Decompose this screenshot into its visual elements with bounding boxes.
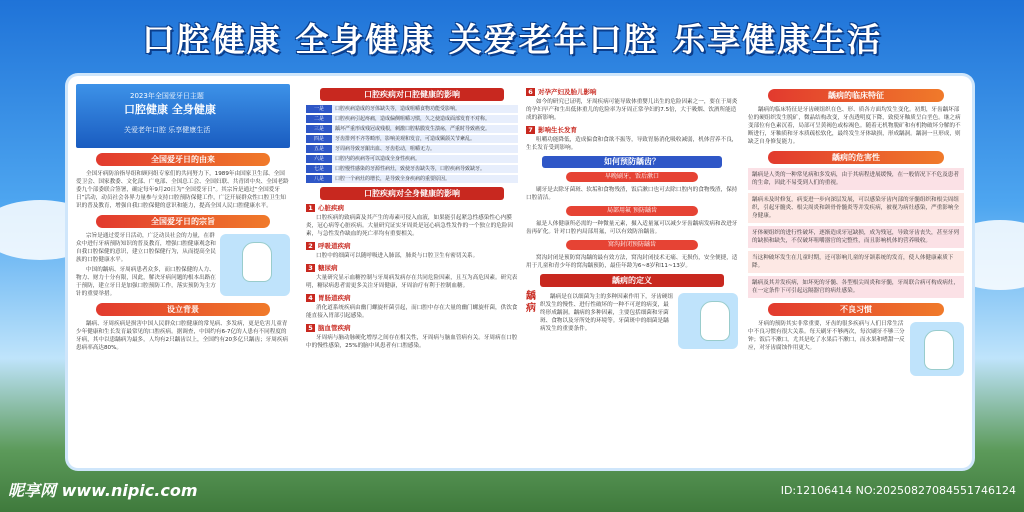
impact-row: [306, 125, 518, 133]
disease-item: [306, 324, 518, 350]
disease-title-text: 糖尿病: [318, 264, 338, 272]
disease-item: [526, 88, 738, 122]
definition-block: [526, 291, 738, 351]
section-text: 全国牙病防治指导组和顾问组专家们的共同努力下，1989年由国家卫生部、全国爱卫会、国家教委、文化部、广电部、全国总工会、全国妇联、共青团中央、全国老龄委九个部委联合签署，确定每年9月20日为“全国爱牙日”。其宗旨是通过“全国爱牙日”活动，动员社会各界力量参与支持口腔预防保健工作，广泛开展群众性口腔卫生知识的普及教育，增强自我口腔保健的意识和能力，提高全国人民口腔健康水平。: [76, 171, 289, 209]
hero-sub: 关爱老年口腔 乐享健康生活: [124, 126, 211, 134]
section-title: 龋病的临床特征: [768, 89, 944, 102]
tooth-icon: [700, 301, 730, 341]
tooth-illustration: [220, 234, 290, 296]
section-text: 牙病的预防其实非常重要，牙齿的很多疾病与人们日常生活中不良习惯有很大关系。每天刷牙不够两次，每次刷牙不够三分钟；饭后不漱口，尤其是吃了水果后不漱口，而水果和嗜甜一反应，对牙齿腐蚀作用更大。: [748, 321, 905, 351]
definition-text: 龋病是在以细菌为主的多种因素作用下，牙齿硬组织发生的慢性、进行性破坏的一种不可逆的病变，最终形成龋洞。龋病的多种因素，主要包括细菌和牙菌斑、食物以及牙所处的环境等。牙菌斑中的细菌是龋病发生的重要条件。: [540, 294, 674, 332]
tooth-illustration: [678, 293, 738, 349]
impact-tag: 七是: [306, 165, 332, 173]
disease-num: 5: [306, 324, 315, 332]
impact-text: 口腔疾病造成的牙体缺失等，造成咀嚼食物功能受影响。: [332, 105, 518, 113]
disease-item: [526, 126, 738, 152]
impact-list-cont: [526, 88, 738, 152]
column-features: [748, 84, 964, 460]
disease-num: 6: [526, 88, 535, 96]
impact-row: [306, 175, 518, 183]
impact-tag: 五是: [306, 145, 332, 153]
disease-item: [306, 204, 518, 238]
page-title: 口腔健康 全身健康 关爱老年口腔 乐享健康生活: [141, 20, 883, 59]
disease-text: 如今的研究已证明，牙周疾病可能导致体重婴儿出生的危险因素之一，要在于周炎的孕妇早产和生出低体重儿的危险率为牙周正常孕妇的7.5倍，大于吸烟、饮酒所能造成的新影响。: [526, 99, 738, 121]
impact-tag: 一是: [306, 105, 332, 113]
watermark-left: 昵享网 www.nipic.com: [8, 481, 198, 500]
disease-title: [306, 264, 518, 272]
disease-item: [306, 242, 518, 260]
prevention-text: 刷牙是去除牙菌斑、软垢和食物残渣，饭后漱口也可去除口腔内的食物残渣，保持口腔清洁。: [526, 187, 738, 201]
harm-list: [748, 168, 964, 298]
disease-item: [306, 294, 518, 320]
disease-num: 1: [306, 204, 315, 212]
section-text: 宗旨是通过爱牙日活动，广泛动员社会的力量，在群众中进行牙病预防知识的普及教育，增强口腔健康观念和自我口腔保健的意识，建立口腔保健行为，从而提高全民族的口腔健康水平。: [76, 233, 216, 263]
harm-box: 当这种破坏发生在儿童时期，还可影响儿童的牙颌系统的发育，使人体健康素质下降。: [748, 251, 964, 273]
disease-title-text: 心脏疾病: [318, 204, 344, 212]
tooth-icon: [242, 242, 272, 282]
impact-tag: 四是: [306, 135, 332, 143]
main-board: [68, 76, 972, 468]
prevention-text: 窝沟封闭是预防窝沟龋的最有效方法，窝沟封闭技术无痛、无损伤，安全便捷，适用于儿童和青少年的窝沟龋预防，最佳年龄为6~8岁和11~13岁。: [526, 255, 738, 269]
impact-text: 口腔一个病灶的增长，是导致全身疾病的重要原因。: [332, 175, 518, 183]
watermark-right: ID:12106414 NO:20250827084551746124: [780, 484, 1016, 497]
disease-title: [526, 126, 738, 134]
impact-text: 口腔慢性感染的牙源性病灶，致使牙齿缺失等，口腔疾病导致缺牙。: [332, 165, 518, 173]
column-impact: [306, 84, 518, 460]
harm-box: 龋病及其并发疾病，如坏死的牙髓、各型根尖周炎和牙髓，牙周联合病可构成病灶，在一定条件下可引起远隔器官的病灶感染。: [748, 276, 964, 298]
disease-text: 咀嚼功能降低，造成偏食和食欲不振等，导致胃肠消化吸收减弱，机体营养不良，生长发育受到影响。: [526, 137, 738, 151]
section-text: 龋病的临床特征是牙齿硬组织在色、形、质各方面均发生变化。初期，牙齿龋坏部位的硬组织发生脱矿，微晶结构改变，牙齿透明度下降，致使牙釉质呈白垩色。继之病变部位有色素沉着，局部可呈黄褐色或棕褐色。随着无机物脱矿和有机物破坏分解的不断进行，牙釉质和牙本质疏松软化，最终发生牙体缺损，形成龋洞。龋洞一旦形成，则缺乏自身修复能力。: [748, 107, 961, 145]
impact-text: 口腔疾病引起疼痛，造成偏侧咀嚼习惯，久之使造成面部发育不对称。: [332, 115, 518, 123]
disease-num: 2: [306, 242, 315, 250]
section-title: 如何预防龋齿？: [542, 156, 722, 168]
impact-text: 牙齿排列不齐等畸形，影响美观和发音，可造成颞颌关节紊乱。: [332, 135, 518, 143]
definition-side-label: 龋病: [526, 291, 536, 314]
section-text: 中国的龋病、牙周病患者众多，而口腔保健的人力、物力、财力十分有限，因此，解决牙病问题的根本出路在于预防，建立牙日是加强口腔预防工作，落实预防为主方针的重要举措。: [76, 267, 216, 297]
disease-title-text: 胃肠道疾病: [318, 294, 351, 302]
disease-text: 大量研究显示血糖控制与牙周病发病存在共同危险因素，且互为高危因素。研究表明，糖尿病患者需更多关注牙周健康，牙周治疗有利于控制血糖。: [306, 275, 518, 289]
impact-row: [306, 165, 518, 173]
hero-main: 口腔健康 全身健康: [124, 103, 216, 116]
prevention-item: 局部用氟 预防龋齿: [566, 206, 698, 216]
prevention-item: 窝沟封闭预防龋齿: [566, 240, 698, 250]
disease-title-text: 脑血管疾病: [318, 324, 351, 332]
impact-row: [306, 155, 518, 163]
disease-num: 7: [526, 126, 535, 134]
impact-list: [306, 105, 518, 183]
column-prevention: [526, 84, 738, 460]
section-title: 口腔疾病对全身健康的影响: [320, 187, 504, 200]
disease-title: [526, 88, 738, 96]
disease-text: 口腔疾病的致病菌及其产生的毒素可侵入血液，如果能引起紧急性感染性心内膜炎，冠心病等心脏疾病。大量研究证实牙周炎是冠心病急性发作的一个独立的危险因素，与急性发作缺血的死亡率均有重要相关。: [306, 215, 513, 237]
harm-box: 龋病是人类的一种常见病和多发病，由于其病程进展缓慢，在一般情况下不危及患者的生命，因此不易受到人们的重视。: [748, 168, 964, 190]
section-title: 龋病的定义: [540, 274, 724, 287]
section-title: 全国爱牙日的由来: [96, 153, 270, 166]
disease-num: 3: [306, 264, 315, 272]
disease-title: [306, 242, 518, 250]
disease-text: 消化道系统疾病由幽门螺旋杆菌引起，而口腔中存在大量的幽门螺旋杆菌，供饮食能直接入胃部引起感染。: [306, 305, 518, 319]
harm-box: 牙体硬组织的进行性破坏，逐渐造成牙冠缺损，成为残冠，导致牙齿丧失，甚至牙列的缺损和缺失，不仅破坏咀嚼器官的完整性，而且影响机体的营养吸收。: [748, 226, 964, 248]
impact-text: 口腔内的疾病等可以造成全身性疾病。: [332, 155, 518, 163]
impact-tag: 二是: [306, 115, 332, 123]
disease-text: 口腔中的细菌可以随呼吸进入肺部，肺炎与口腔卫生有密切关系。: [316, 253, 479, 259]
disease-num: 4: [306, 294, 315, 302]
section-title: 不良习惯: [768, 303, 944, 316]
disease-title-text: 呼吸道疾病: [318, 242, 351, 250]
prevention-text: 氟是人体健康所必需的一种微量元素，摄入适量氟可以减少牙齿龋病发病和改进牙齿再矿化。针对口腔内局部用氟，可以有效防治龋齿。: [526, 221, 738, 235]
section-title: 口腔疾病对口腔健康的影响: [320, 88, 504, 101]
section-title: 设立背景: [96, 303, 270, 316]
impact-row: [306, 105, 518, 113]
hero-banner: [76, 84, 290, 148]
harm-box: 龋病未及时修复，病变进一步向深层发展，可以感染牙齿内部的牙髓组织和根尖周组织，引起牙髓炎、根尖周炎和颌骨骨髓炎等并发疾病，被视为病灶感染，严重影响全身健康。: [748, 193, 964, 223]
hero-year: 2023年全国爱牙日主题: [130, 92, 204, 100]
impact-row: [306, 135, 518, 143]
disease-text: 牙周病与脑动脉硬化增厚之间存在相关性，牙周病与脑血管病有关。牙周病在口腔中的慢性感染，25%的脑中风患者有口腔感染。: [306, 335, 518, 349]
impact-tag: 三是: [306, 125, 332, 133]
disease-title: [306, 204, 518, 212]
body-impact-list: [306, 204, 518, 350]
disease-title: [306, 294, 518, 302]
disease-item: [306, 264, 518, 290]
prevention-item: 早晚刷牙，饭后漱口: [566, 172, 698, 182]
section-title: 全国爱牙日的宗旨: [96, 215, 270, 228]
impact-row: [306, 145, 518, 153]
impact-tag: 八是: [306, 175, 332, 183]
disease-title-text: 对孕产妇及胎儿影响: [538, 88, 597, 96]
section-title: 龋病的危害性: [768, 151, 944, 164]
column-origin: [76, 84, 290, 460]
disease-title-text: 影响生长发育: [538, 126, 577, 134]
disease-title: [306, 324, 518, 332]
impact-tag: 六是: [306, 155, 332, 163]
impact-row: [306, 115, 518, 123]
impact-text: 龋坏严重形成残冠或残根，刺激口腔粘膜发生溃疡，严重时导致癌变。: [332, 125, 518, 133]
tooth-illustration: [910, 322, 964, 376]
tooth-icon: [924, 330, 954, 370]
section-text: 龋病、牙周疾病是损害中国人民群众口腔健康的常见病、多发病，更是危害儿童青少年健康和生长发育最常见的口腔疾病。据调查，中国约有6-7亿的人患有不同程度的牙病，其中以患龋病为最多，人均有2只龋齿以上，全国约有20多亿只龋齿；牙周疾病患病率高达80%。: [76, 321, 289, 351]
impact-text: 牙周病导致牙龈出血、牙齿松动，咀嚼无力。: [332, 145, 518, 153]
